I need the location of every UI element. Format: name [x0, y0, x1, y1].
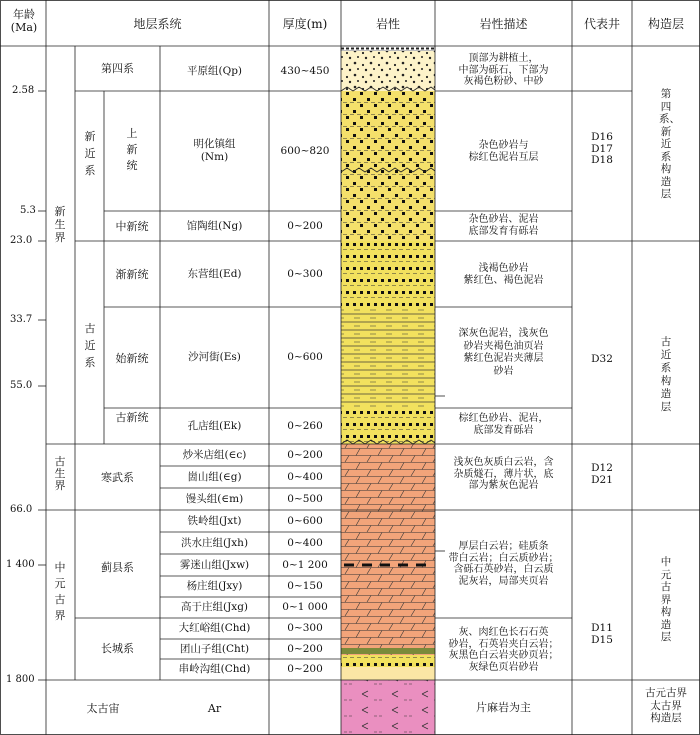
desc-ng: 杂色砂岩、泥岩 底部发育有砾岩	[468, 214, 539, 237]
era-mesoproterozoic: 中元古界	[54, 561, 66, 622]
lith-ek	[341, 408, 435, 444]
formation-name: 明化镇组 (Nm)	[193, 138, 236, 163]
header-thickness: 厚度(m)	[282, 17, 328, 31]
system-jixian: 蓟县系	[101, 561, 134, 574]
formation-name: 沙河街(Es)	[188, 351, 241, 363]
formation-thickness: 0~400	[287, 536, 323, 549]
formation-thickness: 430~450	[280, 64, 330, 77]
age-label: 23.0	[10, 235, 33, 246]
formation-thickness: 0~600	[287, 514, 323, 527]
tectonic-paleogene: 古近系构造层	[660, 336, 672, 413]
age-label: 1 800	[6, 674, 35, 685]
lithology-column	[341, 46, 435, 735]
tectonic-archean: 古元古界 太古界 构造层	[645, 687, 687, 724]
formation-name: 洪水庄组(Jxh)	[180, 536, 249, 549]
formation-thickness: 0~400	[287, 470, 323, 483]
lith-neogene-ng	[341, 211, 435, 241]
wells-neogene: D16 D17 D18	[591, 131, 613, 166]
system-quaternary: 第四系	[101, 62, 134, 75]
tectonic-neogene: 第四系、新近系构造层	[659, 88, 680, 200]
lith-ed	[341, 241, 435, 307]
formation-thickness: 0~150	[287, 580, 323, 592]
lith-archean	[341, 680, 435, 735]
formation-name: 高于庄组(Jxg)	[180, 601, 249, 613]
age-label: 1 400	[6, 559, 35, 570]
formation-name: 雾迷山组(Jxw)	[179, 558, 250, 571]
desc-changcheng: 灰、肉红色长石石英 砂岩，石英岩夹白云岩； 灰黑色白云岩夹砂页岩； 灰绿色页岩砂岩	[448, 627, 559, 673]
series-upper-neogene: 上新统	[126, 127, 138, 172]
formation-name: 杨庄组(Jxy)	[186, 580, 243, 592]
header-wells: 代表井	[583, 17, 620, 31]
formation-name: 东营组(Ed)	[187, 267, 242, 280]
desc-jixian: 厚层白云岩；硅质条 带白云岩；白云质砂岩； 含砾石英砂岩，白云质 泥灰岩，局部夹页岩	[448, 541, 559, 587]
system-changcheng: 长城系	[101, 642, 134, 655]
desc-ed: 浅褐色砂岩 紫红色、褐色泥岩	[463, 263, 544, 286]
desc-nm: 杂色砂岩与 棕红色泥岩互层	[468, 140, 539, 163]
formation-thickness: 0~200	[287, 219, 323, 232]
formation-name: 串岭沟组(Chd)	[178, 663, 251, 675]
formation-name: 崮山组(∈g)	[187, 470, 242, 483]
formation-thickness: 0~200	[287, 663, 323, 675]
desc-es: 深灰色泥岩，浅灰色 砂岩夹褐色油页岩 紫红色泥岩夹薄层 砂岩	[458, 328, 549, 377]
era-archean: 太古宙	[86, 702, 120, 715]
age-label: 5.3	[20, 205, 36, 216]
lith-quaternary	[341, 51, 435, 91]
age-label: 55.0	[10, 380, 33, 391]
wells-cambrian: D12 D21	[591, 462, 613, 486]
formation-name: 大红峪组(Chd)	[178, 622, 251, 634]
formation-name: 馒头组(∈m)	[185, 492, 244, 505]
header-tectonic: 构造层	[647, 17, 684, 31]
formation-thickness: 0~200	[287, 642, 323, 655]
formation-name: 馆陶组(Ng)	[186, 219, 243, 232]
age-label: 66.0	[10, 504, 33, 515]
desc-cambrian: 浅灰色灰质白云岩，含 杂质燧石，薄片状，底 部为紫灰色泥岩	[453, 457, 554, 491]
lith-neogene-nm	[341, 91, 435, 211]
wells-changcheng: D11 D15	[591, 622, 613, 646]
era-cenozoic: 新生界	[54, 205, 66, 244]
desc-ar: 片麻岩为主	[476, 701, 531, 714]
tectonic-meso: 中元古界构造层	[660, 556, 672, 643]
header-lith-desc: 岩性描述	[479, 17, 528, 31]
lith-cambrian	[341, 444, 435, 510]
formation-thickness: 0~1 200	[282, 558, 328, 571]
desc-ek: 棕红色砂岩、泥岩， 底部发育砾岩	[458, 413, 549, 436]
formation-thickness: 0~500	[287, 492, 323, 505]
desc-qp: 顶部为耕植土， 中部为砾石，下部为 灰褐色粉砂、中砂	[458, 53, 549, 87]
formation-name: 炒米店组(∈c)	[182, 448, 247, 461]
series-paleocene: 古新统	[115, 411, 149, 424]
header-age: 年龄 (Ma)	[10, 8, 38, 34]
header-lithology: 岩性	[375, 17, 400, 31]
era-paleozoic: 古生界	[54, 455, 66, 492]
series-mid-neogene: 中新统	[115, 220, 149, 233]
system-neogene: 新近系	[84, 130, 96, 177]
system-paleogene: 古近系	[84, 322, 96, 369]
age-label: 2.58	[12, 85, 35, 96]
formation-thickness: 0~300	[287, 267, 323, 280]
formation-name: 孔店组(Ek)	[187, 419, 242, 432]
lith-es	[341, 307, 435, 408]
system-ar: Ar	[207, 702, 222, 715]
formation-thickness: 0~260	[287, 419, 323, 432]
formation-thickness: 0~200	[287, 448, 323, 461]
series-eocene: 始新统	[115, 352, 149, 365]
formation-thickness: 0~1 000	[282, 601, 328, 613]
formation-thickness: 0~300	[287, 622, 323, 634]
wells-paleogene: D32	[591, 353, 613, 365]
series-oligocene: 渐新统	[115, 268, 149, 281]
system-cambrian: 寒武系	[101, 471, 134, 484]
formation-name: 平原组(Qp)	[186, 64, 243, 77]
age-label: 33.7	[10, 314, 33, 325]
formation-name: 铁岭组(Jxt)	[187, 514, 242, 527]
formation-thickness: 0~600	[287, 351, 323, 363]
formation-thickness: 600~820	[280, 144, 330, 157]
formation-name: 团山子组(Cht)	[179, 642, 250, 655]
header-strat-system: 地层系统	[133, 17, 182, 31]
